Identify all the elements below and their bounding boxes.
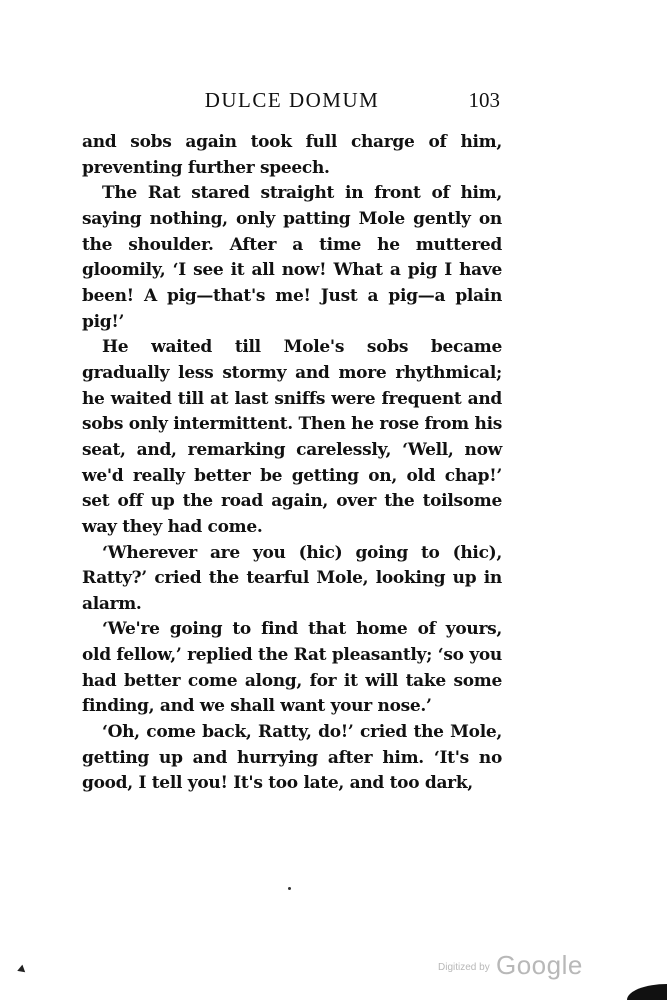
page-edge-shadow — [627, 984, 667, 1000]
paragraph: The Rat stared straight in front of him, saying nothing, only patting Mole gently on the shoulder. After a time he muttered gloomily, ‘I see it all now! What a pig I have been! A pig—that's me! Just a pig—a plain pig!’ — [82, 183, 502, 332]
page-header — [84, 88, 500, 118]
watermark-prefix: Digitized by — [438, 962, 490, 973]
page-number: 103 — [468, 88, 500, 112]
running-head: DULCE DOMUM — [204, 88, 380, 112]
corner-arrow-mark — [17, 965, 28, 976]
paragraph: ‘Wherever are you (hic) going to (hic), Ratty?’ cried the tearful Mole, looking up in alarm. — [82, 542, 502, 614]
ink-speck — [288, 887, 291, 890]
google-logo: Google — [496, 950, 583, 980]
paragraph: and sobs again took full charge of him, preventing further speech. — [82, 132, 502, 178]
paragraph: ‘Oh, come back, Ratty, do!’ cried the Mole, getting up and hurrying after him. ‘It's no good, I tell you! It's too late, and too dark, — [82, 722, 502, 794]
body-text — [82, 130, 502, 797]
paragraph: He waited till Mole's sobs became gradually less stormy and more rhythmical; he waited till at last sniffs were frequent and sobs only intermittent. Then he rose from his seat, and, remarking carelessly, ‘Well, now we'd really better be getting on, old chap!’ set off up the road again, over the toilsome way they had come. — [82, 337, 502, 537]
digitized-watermark — [438, 950, 583, 984]
paragraph: ‘We're going to find that home of yours, old fellow,’ replied the Rat pleasantly; ‘so you had better come along, for it will take some finding, and we shall want your nose.’ — [82, 619, 502, 717]
